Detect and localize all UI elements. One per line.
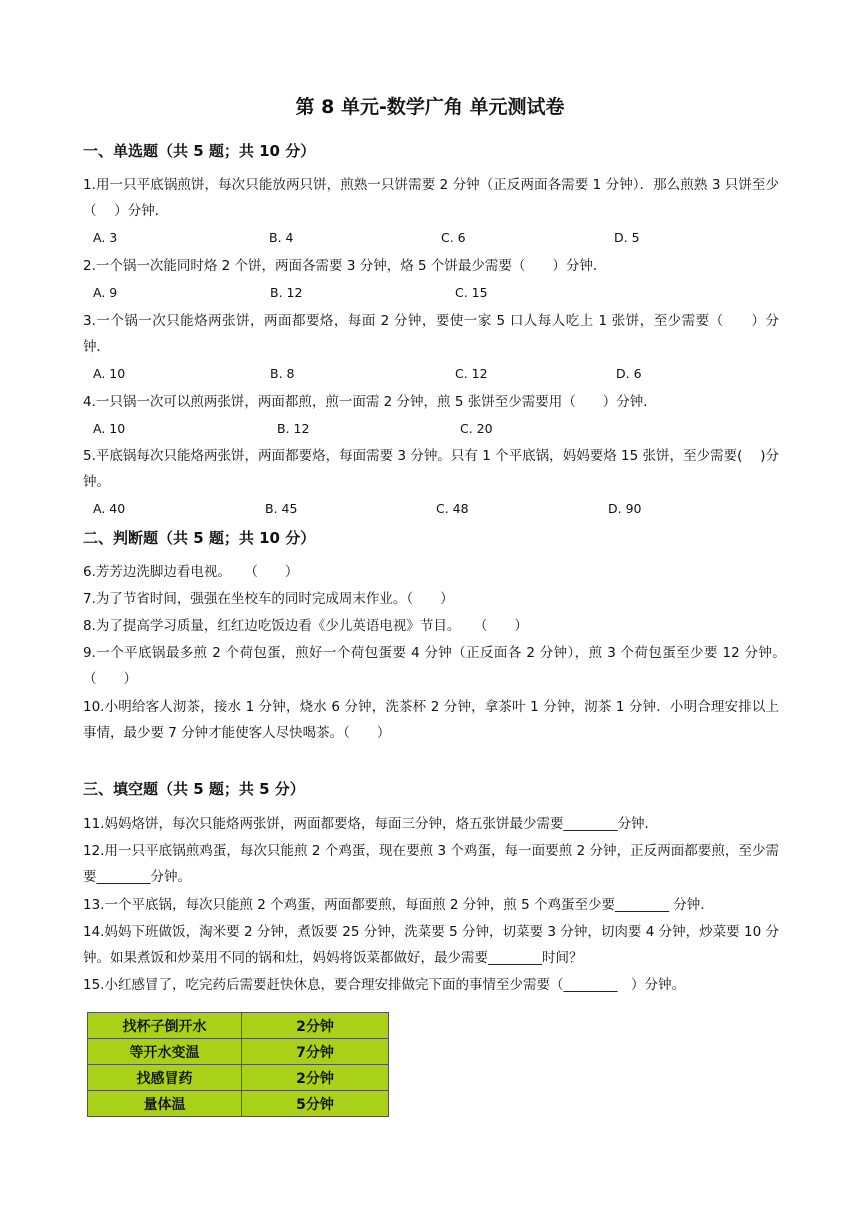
question-2: 2.一个锅一次能同时烙 2 个饼，两面各需要 3 分钟，烙 5 个饼最少需要（ ）分钟． xyxy=(83,258,607,274)
option-d: D. 6 xyxy=(616,366,642,381)
question-12: 12.用一只平底锅煎鸡蛋，每次只能煎 2 个鸡蛋，现在要煎 3 个鸡蛋，每一面要煎 2 分钟，正反两面都要煎，至少需要________分钟。 xyxy=(83,843,779,885)
page-title: 第 8 单元-数学广角 单元测试卷 xyxy=(295,96,565,118)
question-3: 3.一个锅一次只能烙两张饼，两面都要烙，每面 2 分钟，要使一家 5 口人每人吃上 1 张饼，至少需要（ ）分钟． xyxy=(83,313,779,355)
table-row xyxy=(88,1065,389,1091)
table-row xyxy=(88,1039,389,1065)
task-time-table xyxy=(87,1012,389,1117)
option-a: A. 9 xyxy=(93,285,118,300)
option-d: D. 90 xyxy=(608,501,642,516)
option-b: B. 12 xyxy=(277,421,310,436)
option-b: B. 45 xyxy=(265,501,298,516)
table-cell-time: 5分钟 xyxy=(242,1091,389,1117)
option-c: C. 15 xyxy=(455,285,488,300)
question-7: 7.为了节省时间，强强在坐校车的同时完成周末作业。（ ） xyxy=(83,591,454,607)
option-a: A. 40 xyxy=(93,501,126,516)
section-heading-true-false: 二、判断题（共 5 题；共 10 分） xyxy=(83,529,316,547)
question-6: 6.芳芳边洗脚边看电视。 （ ） xyxy=(83,564,299,580)
option-c: C. 48 xyxy=(436,501,469,516)
option-a: A. 10 xyxy=(93,421,126,436)
table-cell-task: 等开水变温 xyxy=(88,1039,242,1065)
option-a: A. 3 xyxy=(93,230,118,245)
table-row xyxy=(88,1091,389,1117)
option-d: D. 5 xyxy=(614,230,640,245)
section-heading-fill-in: 三、填空题（共 5 题；共 5 分） xyxy=(83,780,305,798)
option-c: C. 12 xyxy=(455,366,488,381)
table-cell-task: 量体温 xyxy=(88,1091,242,1117)
question-15: 15.小红感冒了，吃完药后需要赶快休息，要合理安排做完下面的事情至少需要（________ ）分钟。 xyxy=(83,977,685,993)
option-c: C. 20 xyxy=(460,421,493,436)
table-cell-task: 找感冒药 xyxy=(88,1065,242,1091)
question-14: 14.妈妈下班做饭，淘米要 2 分钟，煮饭要 25 分钟，洗菜要 5 分钟，切菜要 3 分钟，切肉要 4 分钟，炒菜要 10 分钟。如果煮饭和炒菜用不同的锅和灶，妈妈将饭菜都做好，最少需要________时间？ xyxy=(83,924,779,966)
question-8: 8.为了提高学习质量，红红边吃饭边看《少儿英语电视》节目。 （ ） xyxy=(83,618,528,634)
option-b: B. 8 xyxy=(270,366,295,381)
question-11: 11.妈妈烙饼，每次只能烙两张饼，两面都要烙，每面三分钟，烙五张饼最少需要________分钟． xyxy=(83,816,658,832)
table-cell-time: 2分钟 xyxy=(242,1065,389,1091)
question-4: 4.一只锅一次可以煎两张饼，两面都煎，煎一面需 2 分钟，煎 5 张饼至少需要用（ ）分钟． xyxy=(83,394,657,410)
question-1: 1.用一只平底锅煎饼，每次只能放两只饼，煎熟一只饼需要 2 分钟（正反两面各需要 1 分钟）．那么煎熟 3 只饼至少（ ）分钟． xyxy=(83,177,779,219)
option-b: B. 12 xyxy=(270,285,303,300)
section-heading-single-choice: 一、单选题（共 5 题；共 10 分） xyxy=(83,142,316,160)
table-cell-time: 7分钟 xyxy=(242,1039,389,1065)
table-row xyxy=(88,1013,389,1039)
option-b: B. 4 xyxy=(269,230,294,245)
question-13: 13.一个平底锅，每次只能煎 2 个鸡蛋，两面都要煎，每面煎 2 分钟，煎 5 个鸡蛋至少要________ 分钟． xyxy=(83,897,714,913)
option-a: A. 10 xyxy=(93,366,126,381)
table-cell-time: 2分钟 xyxy=(242,1013,389,1039)
table-cell-task: 找杯子倒开水 xyxy=(88,1013,242,1039)
option-c: C. 6 xyxy=(441,230,466,245)
question-9: 9.一个平底锅最多煎 2 个荷包蛋，煎好一个荷包蛋要 4 分钟（正反面各 2 分钟），煎 3 个荷包蛋至少要 12 分钟。 （ ） xyxy=(83,645,793,687)
question-10: 10.小明给客人沏茶，接水 1 分钟，烧水 6 分钟，洗茶杯 2 分钟，拿茶叶 1 分钟，沏茶 1 分钟．小明合理安排以上事情，最少要 7 分钟才能使客人尽快喝茶。（ ） xyxy=(83,699,779,741)
question-5: 5.平底锅每次只能烙两张饼，两面都要烙，每面需要 3 分钟。只有 1 个平底锅，妈妈要烙 15 张饼，至少需要( )分钟。 xyxy=(83,448,779,490)
